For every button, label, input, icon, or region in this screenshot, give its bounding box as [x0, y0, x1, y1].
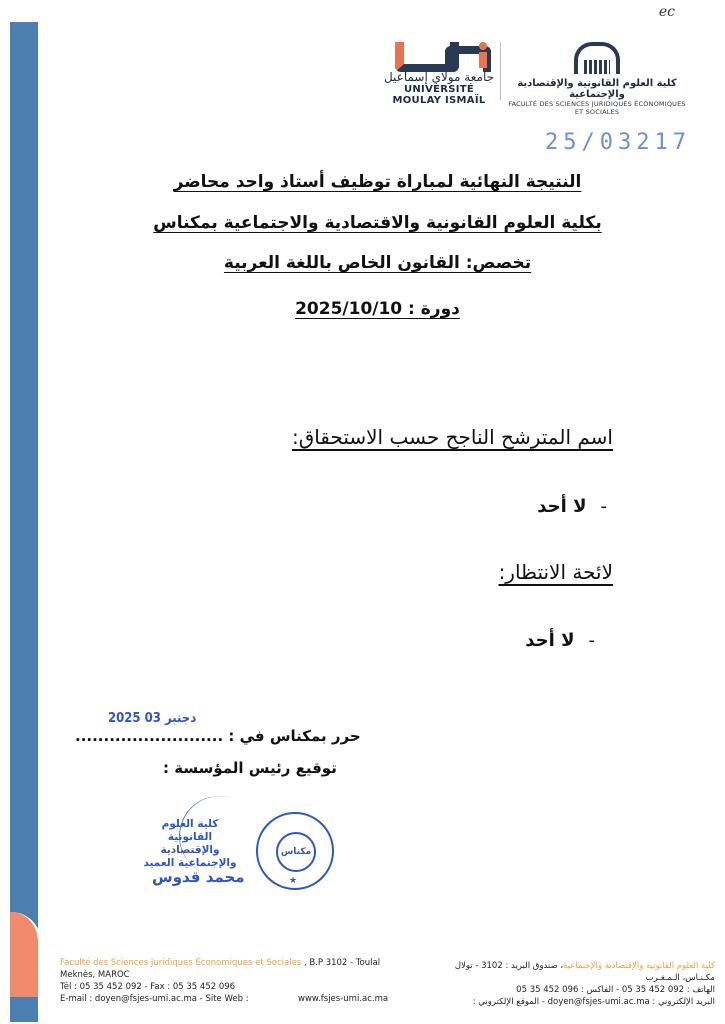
seal-center-text: مكناس — [276, 832, 316, 872]
title-line-1: النتيجة النهائية لمباراة توظيف أستاذ واحد محاضر — [173, 172, 582, 192]
footer-address-fr: , B.P 3102 - Toulal — [303, 958, 381, 968]
university-logo — [383, 42, 495, 106]
title-specialty: تخصص: القانون الخاص باللغة العربية — [223, 253, 532, 273]
faculty-name-fr: FACULTÉ DES SCIENCES JURIDIQUES ÉCONOMIQUES ET SOCIALES — [508, 100, 686, 116]
reference-number-stamp: 25/03217 — [545, 130, 691, 155]
footer-address-ar: ، صندوق البريد : 3102 - تولال — [454, 961, 564, 971]
footer-city-fr: Meknès, MAROC — [60, 970, 130, 980]
university-name-fr: UNIVERSITÉ MOULAY ISMAÏL — [392, 84, 486, 106]
footer-email-ar: البريد الإلكتروني : doyen@fsjes-umi.ac.ma - الموقع الإلكتروني : — [472, 997, 715, 1007]
round-official-seal — [256, 812, 334, 890]
university-name-ar: جامعة مولاي إسماعيل — [383, 70, 495, 84]
dean-seal-text: كلية العلوم القانونية والإقتصادية والإجتماعية العميد — [143, 818, 237, 869]
title-line-2: بكلية العلوم القانونية والاقتصادية والاجتماعية بمكناس — [153, 213, 602, 233]
handwritten-initials: ec — [658, 4, 675, 20]
faculty-building-icon — [574, 42, 620, 74]
title-session-date: دورة : 2025/10/10 — [295, 299, 460, 319]
footer-email-fr: E-mail : doyen@fsjes-umi.ac.ma - Site Web : — [60, 994, 249, 1004]
faculty-logo — [508, 42, 686, 116]
umi-logo-icon — [383, 42, 495, 68]
footer-org-fr: Faculté des Sciences Juridiques Économiques et Sociales — [60, 958, 302, 968]
footer-website-link[interactable]: www.fsjes-umi.ac.ma — [298, 994, 389, 1004]
successful-candidate-item: -لا أحد — [537, 496, 607, 517]
footer-city-ar: مكـنـاس، الـمـغـرب — [645, 973, 715, 983]
dean-name: محمد قدوس — [152, 868, 245, 886]
waiting-list-item: -لا أحد — [525, 630, 595, 651]
footer-right — [455, 960, 715, 1008]
footer-phone-ar: الهاتف : 092 452 35 05 - الفاكس : 096 452 35 05 — [516, 985, 715, 995]
signatory-label: توقيع رئيس المؤسسة : — [163, 759, 337, 777]
logo-divider — [500, 42, 501, 100]
footer-org-ar: كلية العلوم القانونية والإقتصادية والإجتماعية — [563, 961, 715, 971]
waiting-list-heading: لائحة الانتظار: — [498, 560, 613, 584]
decorative-side-bar-orange — [10, 912, 41, 997]
date-stamp: 2025 دجنبر 03 — [108, 711, 197, 726]
footer-phone-fr: Tél : 05 35 452 092 - Fax : 05 35 452 096 — [60, 982, 236, 992]
written-at-line: حرر بمكناس في : .......................... — [75, 727, 361, 745]
successful-candidate-heading: اسم المترشح الناجح حسب الاستحقاق: — [291, 425, 613, 449]
faculty-name-ar: كلية العلوم القانونية والإقتصادية والإجتماعية — [517, 78, 677, 100]
star-icon: ★ — [289, 876, 298, 886]
